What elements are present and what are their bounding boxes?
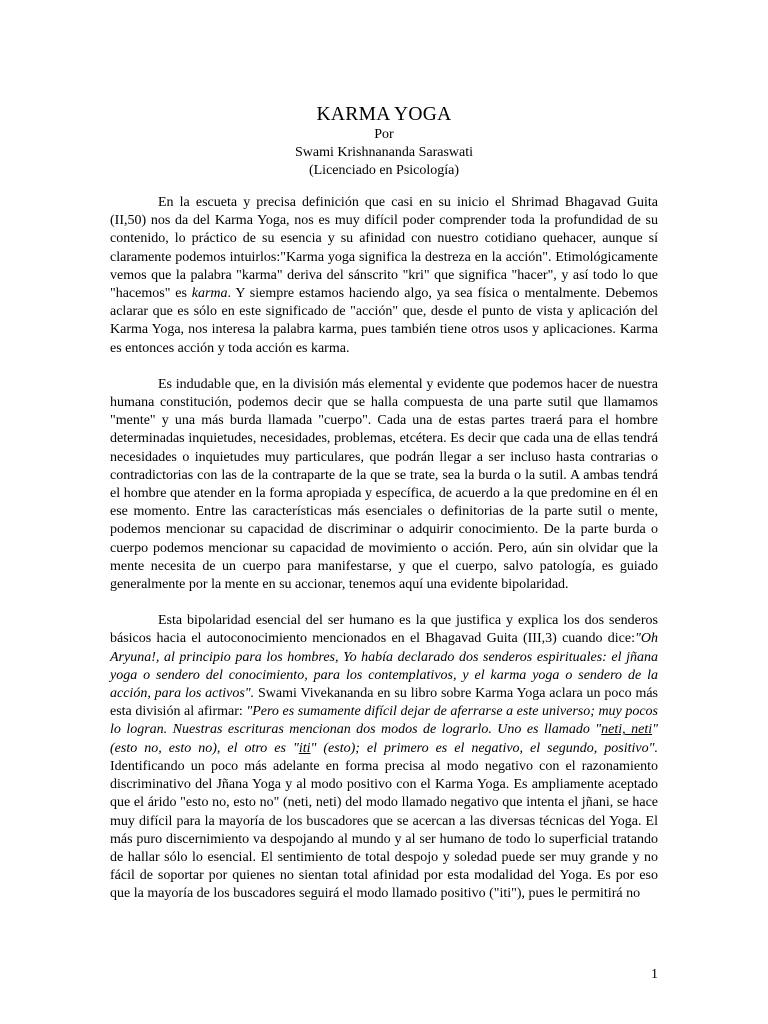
- paragraph-3-iti-underlined: iti: [298, 740, 311, 756]
- author-name: Swami Krishnananda Saraswati: [294, 145, 474, 160]
- paragraph-3-vivekananda-quote-a: "Pero es sumamente difícil dejar de aferrarse a este universo; muy pocos lo logran. Nuestras escrituras mencionan dos modos de lograrlo. Uno es llamado ": [110, 704, 659, 738]
- paragraph-3-vivekananda-quote-b: " (esto no, esto no), el otro es ": [110, 722, 658, 756]
- paragraph-1-emphasis: karma: [191, 286, 228, 302]
- title-block: [0, 104, 768, 180]
- paragraph-3-part-i: Identificando un poco más adelante en forma precisa al modo negativo con el razonamiento discriminativo del Jñana Yoga y al modo positivo con el Karma Yoga. Es ampliamente aceptado que el árido "esto no, esto no" (neti, neti) del modo llamado negativo que intenta el jñani, se hace muy difícil para la mayoría de los buscadores que se acercan a las diversas técnicas del Yoga. El más puro discernimiento va despojando al mundo y al ser humano de todo lo superficial tratando de hallar sólo lo esencial. El sentimiento de total despojo y soledad puede ser muy grande y no fácil de soportar por quienes no sientan total afinidad por esta modalidad del Yoga. Es por eso que la mayoría de los buscadores seguirá el modo llamado positivo ("iti"), pues le permitirá no: [110, 758, 658, 902]
- paragraph-3-part-c: Swami Vivekananda en su libro sobre Karma Yoga aclara un poco más esta división al afirmar:: [110, 686, 659, 720]
- paragraph-1-part-a: En la escueta y precisa definición que casi en su inicio el Shrimad Bhagavad Guita (II,50) nos da del Karma Yoga, nos es muy difícil poder comprender toda la profundidad de su contenido, lo práctico de su esencia y su afinidad con nuestro cotidiano quehacer, aunque sí claramente podemos intuirlos:"Karma yoga significa la destreza en la acción". Etimológicamente vemos que la palabra "karma" deriva del sánscrito "kri" que significa "hacer", y así todo lo que "hacemos" es: [110, 195, 658, 302]
- document-title: KARMA YOGA: [316, 104, 452, 125]
- body-text: [110, 194, 658, 904]
- author-credential: (Licenciado en Psicología): [308, 163, 460, 178]
- paragraph-3-gita-quote: "Oh Aryuna!, al principio para los hombres, Yo había declarado dos senderos espirituales: el jñana yoga o sendero del conocimiento, para los contemplativos, y el karma yoga o sendero de la acción, para los activos".: [110, 631, 658, 702]
- paragraph-2: Es indudable que, en la división más elemental y evidente que podemos hacer de nuestra humana constitución, podemos decir que se halla compuesta de una parte sutil que llamamos "mente" y una más burda llamada "cuerpo". Cada una de estas partes traerá para el hombre determinadas inquietudes, necesidades, problemas, etcétera. Es decir que cada una de ellas tendrá necesidades o inquietudes muy particulares, que podrán llegar a ser incluso hasta contrarias o contradictorias con las de la contraparte de la que se trate, sea la burda o la sutil. A ambas tendrá el hombre que atender en la forma apropiada y específica, de acuerdo a la que predomine en él en ese momento. Entre las características más esenciales o definitorias de la parte sutil o mente, podemos mencionar su capacidad de discriminar o adquirir conocimiento. De la parte burda o cuerpo podemos mencionar su capacidad de movimiento o acción. Pero, aún sin olvidar que la mente necesita de un cuerpo para manifestarse, y que el cuerpo, salvo patología, es guiado generalmente por la mente en su accionar, tenemos aquí una evidente bipolaridad.: [110, 376, 658, 593]
- paragraph-3: [110, 612, 658, 903]
- paragraph-1-part-c: . Y siempre estamos haciendo algo, ya sea física o mentalmente. Debemos aclarar que es sólo en este significado de "acción" que, desde el punto de vista y aplicación del Karma Yoga, nos interesa la palabra karma, pues también tiene otros usos y aplicaciones. Karma es entonces acción y toda acción es karma.: [110, 286, 659, 356]
- paragraph-3-part-a: Esta bipolaridad esencial del ser humano es la que justifica y explica los dos senderos básicos hacia el autoconocimiento mencionados en el Bhagavad Guita (III,3) cuando dice:: [110, 613, 658, 647]
- paragraph-3-neti-underlined: neti, neti: [601, 722, 653, 738]
- paragraph-1: [110, 194, 658, 358]
- page-number: 1: [651, 967, 658, 982]
- paragraph-3-vivekananda-quote-c: " (esto); el primero es el negativo, el segundo, positivo".: [310, 740, 659, 756]
- by-line: Por: [374, 127, 394, 142]
